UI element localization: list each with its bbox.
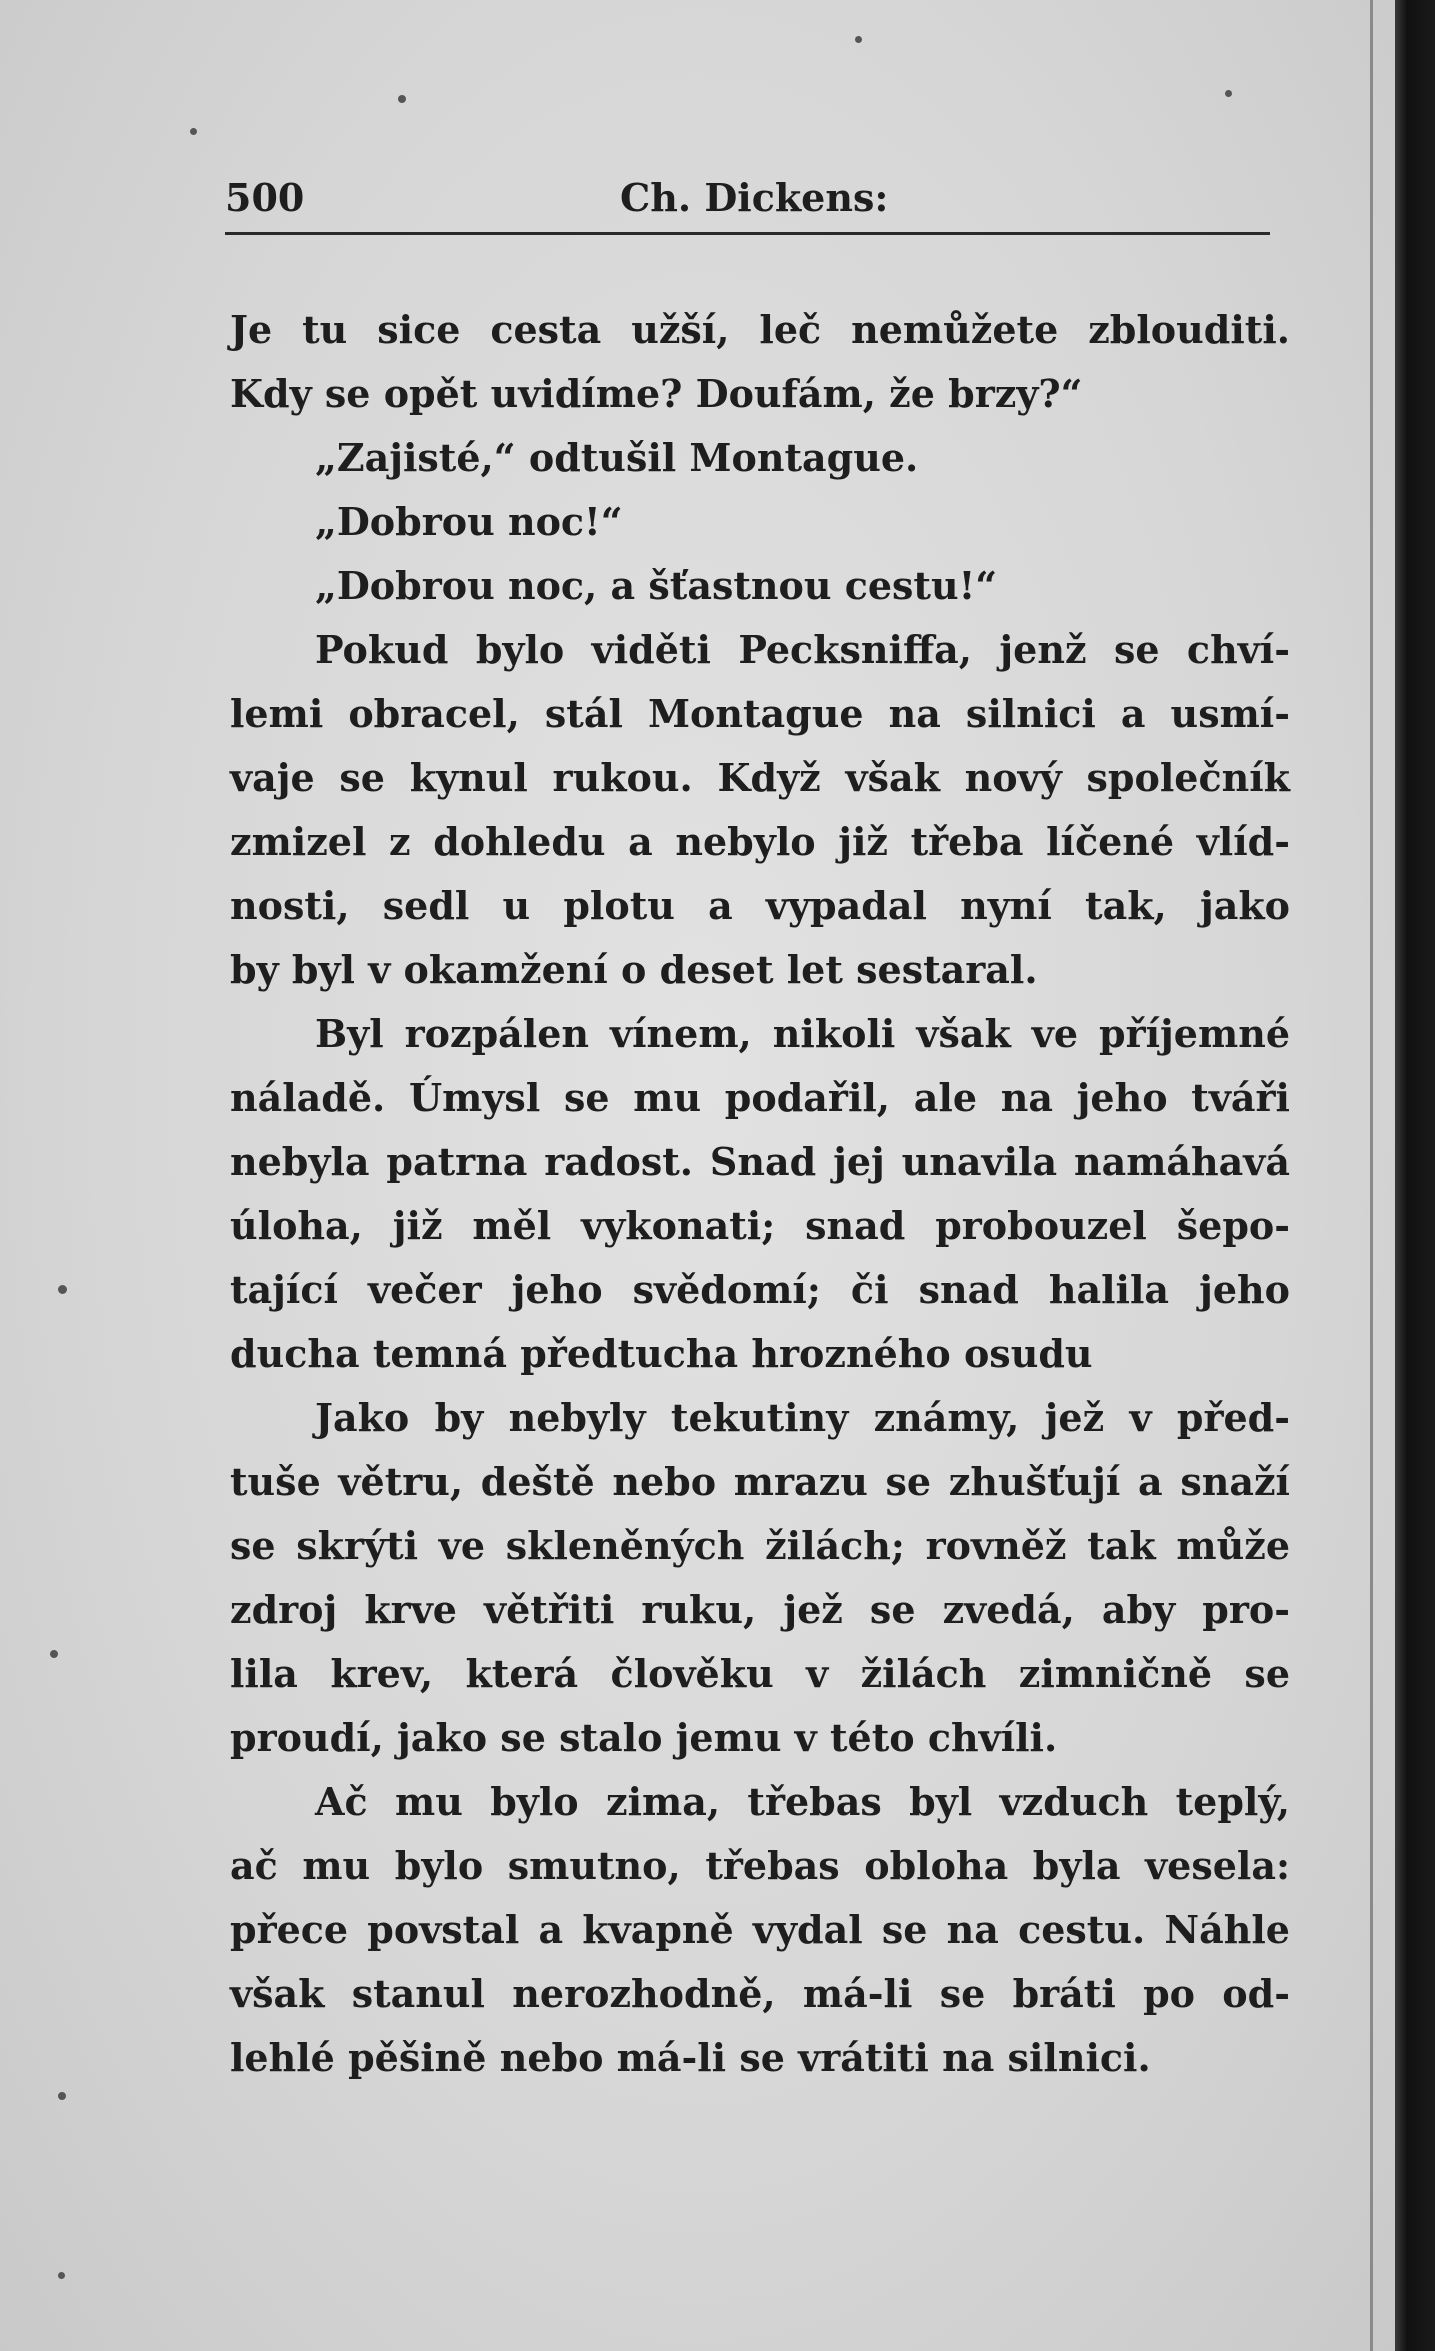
text-line: by byl v okamžení o deset let sestaral. <box>230 947 1038 992</box>
text-line: Kdy se opět uvidíme? Doufám, že brzy?“ <box>230 371 1083 416</box>
text-line: vaje se kynul rukou. Když však nový společník <box>230 755 1290 800</box>
text-line: zmizel z dohledu a nebylo již třeba líčené vlíd- <box>230 819 1290 864</box>
text-line: lehlé pěšině nebo má-li se vrátiti na silnici. <box>230 2035 1151 2080</box>
paper-speck <box>58 2092 66 2100</box>
text-line: ducha temná předtucha hrozného osudu <box>230 1331 1093 1376</box>
text-line: proudí, jako se stalo jemu v této chvíli. <box>230 1715 1058 1760</box>
text-line: přece povstal a kvapně vydal se na cestu. Náhle <box>230 1907 1290 1952</box>
text-line: „Dobrou noc!“ <box>315 499 623 544</box>
text-line: lila krev, která člověku v žilách zimničně se <box>230 1651 1290 1696</box>
text-line: náladě. Úmysl se mu podařil, ale na jeho tváři <box>230 1075 1290 1120</box>
text-line: Byl rozpálen vínem, nikoli však ve příjemné <box>315 1011 1290 1056</box>
running-head: Ch. Dickens: <box>620 175 889 220</box>
text-line: nebyla patrna radost. Snad jej unavila namáhavá <box>230 1139 1290 1184</box>
page-edge-line <box>1370 0 1373 2351</box>
text-line: „Zajisté,“ odtušil Montague. <box>315 435 919 480</box>
text-line: Jako by nebyly tekutiny známy, jež v před- <box>315 1395 1290 1440</box>
header-rule <box>225 232 1270 235</box>
text-line: Je tu sice cesta užší, leč nemůžete zblouditi. <box>230 307 1290 352</box>
text-line: tající večer jeho svědomí; či snad halila jeho <box>230 1267 1290 1312</box>
paper-speck <box>50 1650 58 1658</box>
text-line: úloha, již měl vykonati; snad probouzel šepo- <box>230 1203 1290 1248</box>
text-line: se skrýti ve skleněných žilách; rovněž tak může <box>230 1523 1290 1568</box>
text-line: Pokud bylo viděti Pecksniffa, jenž se chví- <box>315 627 1290 672</box>
text-line: Ač mu bylo zima, třebas byl vzduch teplý, <box>315 1779 1290 1824</box>
text-line: tuše větru, deště nebo mrazu se zhušťují a snaží <box>230 1459 1290 1504</box>
text-line: ač mu bylo smutno, třebas obloha byla vesela: <box>230 1843 1290 1888</box>
body-text <box>230 298 1290 2090</box>
page-header <box>225 175 1270 227</box>
text-line: „Dobrou noc, a šťastnou cestu!“ <box>315 563 998 608</box>
text-line: však stanul nerozhodně, má-li se bráti po od- <box>230 1971 1290 2016</box>
text-line: zdroj krve větřiti ruku, jež se zvedá, aby pro- <box>230 1587 1290 1632</box>
text-line: lemi obracel, stál Montague na silnici a usmí- <box>230 691 1290 736</box>
page-number: 500 <box>225 175 305 220</box>
paper-speck <box>58 2272 65 2279</box>
text-line: nosti, sedl u plotu a vypadal nyní tak, jako <box>230 883 1290 928</box>
paper-speck <box>58 1285 67 1294</box>
paper-speck <box>1225 90 1232 97</box>
paper-speck <box>190 128 197 135</box>
paper-speck <box>855 36 862 43</box>
paper-speck <box>398 95 406 103</box>
book-gutter-shadow <box>1395 0 1435 2351</box>
